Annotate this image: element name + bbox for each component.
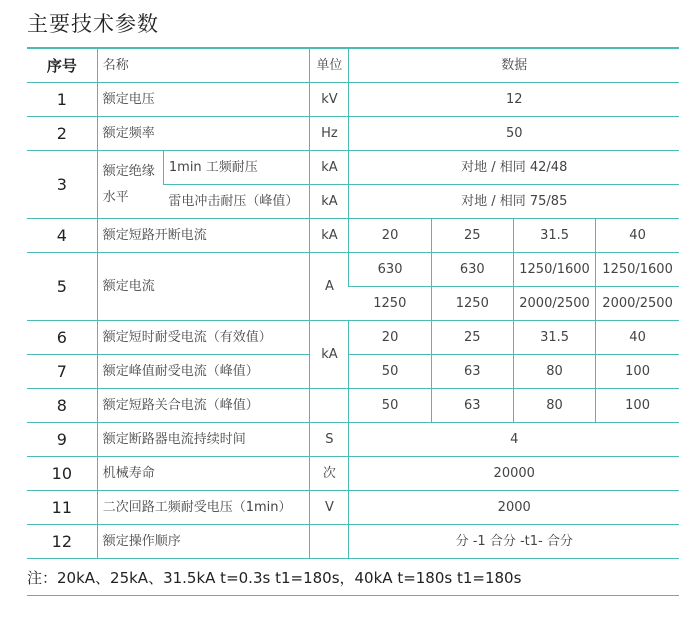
row-value: 31.5 (513, 321, 595, 355)
row-unit: kA (310, 185, 349, 219)
table-row (27, 117, 679, 151)
header-name: 名称 (97, 48, 310, 83)
row-value: 40 (596, 321, 679, 355)
row-value: 100 (596, 355, 679, 389)
footnote: 注：20kA、25kA、31.5kA t=0.3s t1=180s，40kA t=180s t1=180s (27, 565, 679, 596)
row-unit: kV (310, 83, 349, 117)
row-value: 63 (431, 355, 513, 389)
table-row (27, 423, 679, 457)
row-value: 25 (431, 321, 513, 355)
row-value: 50 (349, 355, 431, 389)
row-value: 80 (513, 389, 595, 423)
table-row (27, 219, 679, 253)
row-no: 2 (27, 117, 97, 151)
table-row (27, 389, 679, 423)
row-name: 额定短路开断电流 (97, 219, 310, 253)
row-value: 1250/1600 (513, 253, 595, 287)
row-value: 40 (596, 219, 679, 253)
row-unit: kA (310, 321, 349, 389)
row-value: 630 (431, 253, 513, 287)
row-value: 对地 / 相同 42/48 (349, 151, 679, 185)
row-name: 额定频率 (97, 117, 310, 151)
row-value: 1250 (431, 287, 513, 321)
row-unit: A (310, 253, 349, 321)
row-value: 630 (349, 253, 431, 287)
row-no: 6 (27, 321, 97, 355)
row-name: 额定操作顺序 (97, 525, 310, 559)
row-no: 10 (27, 457, 97, 491)
table-row (27, 151, 679, 185)
row-value: 对地 / 相同 75/85 (349, 185, 679, 219)
row-value: 4 (349, 423, 679, 457)
row-unit: kA (310, 151, 349, 185)
row-value: 2000/2500 (596, 287, 679, 321)
row-name: 额定电压 (97, 83, 310, 117)
row-no: 5 (27, 253, 97, 321)
row-no: 7 (27, 355, 97, 389)
row-name: 额定峰值耐受电流（峰值） (97, 355, 310, 389)
row-no: 8 (27, 389, 97, 423)
row-value: 63 (431, 389, 513, 423)
header-unit: 单位 (310, 48, 349, 83)
row-unit: V (310, 491, 349, 525)
row-no: 9 (27, 423, 97, 457)
row-value: 分 -1 合分 -t1- 合分 (349, 525, 679, 559)
row-value: 2000 (349, 491, 679, 525)
table-row (27, 457, 679, 491)
table-row (27, 355, 679, 389)
table-row (27, 525, 679, 559)
row-unit: S (310, 423, 349, 457)
table-row (27, 253, 679, 287)
row-unit: kA (310, 219, 349, 253)
row-value: 80 (513, 355, 595, 389)
row-value: 20 (349, 321, 431, 355)
row-subname: 雷电冲击耐压（峰值） (163, 185, 309, 219)
row-name: 机械寿命 (97, 457, 310, 491)
row-value: 31.5 (513, 219, 595, 253)
row-unit: Hz (310, 117, 349, 151)
row-name: 二次回路工频耐受电压（1min） (97, 491, 310, 525)
spec-table (27, 47, 679, 559)
row-no: 12 (27, 525, 97, 559)
row-no: 11 (27, 491, 97, 525)
header-no: 序号 (27, 48, 97, 83)
row-name: 额定短路关合电流（峰值） (97, 389, 310, 423)
table-header-row (27, 48, 679, 83)
row-unit (310, 525, 349, 559)
row-unit: 次 (310, 457, 349, 491)
row-name: 额定短时耐受电流（有效值） (97, 321, 310, 355)
row-no: 4 (27, 219, 97, 253)
row-subname: 1min 工频耐压 (163, 151, 309, 185)
row-value: 1250/1600 (596, 253, 679, 287)
row-name: 额定电流 (97, 253, 310, 321)
table-row (27, 491, 679, 525)
page-title: 主要技术参数 (27, 12, 159, 36)
table-row (27, 83, 679, 117)
row-value: 20000 (349, 457, 679, 491)
header-data: 数据 (349, 48, 679, 83)
row-value: 25 (431, 219, 513, 253)
row-value: 50 (349, 117, 679, 151)
row-value: 2000/2500 (513, 287, 595, 321)
row-name: 额定绝缘水平 (97, 151, 163, 219)
row-no: 3 (27, 151, 97, 219)
row-name: 额定断路器电流持续时间 (97, 423, 310, 457)
row-value: 20 (349, 219, 431, 253)
row-no: 1 (27, 83, 97, 117)
row-value: 50 (349, 389, 431, 423)
row-unit (310, 389, 349, 423)
row-value: 12 (349, 83, 679, 117)
row-value: 1250 (349, 287, 431, 321)
row-value: 100 (596, 389, 679, 423)
table-row (27, 321, 679, 355)
